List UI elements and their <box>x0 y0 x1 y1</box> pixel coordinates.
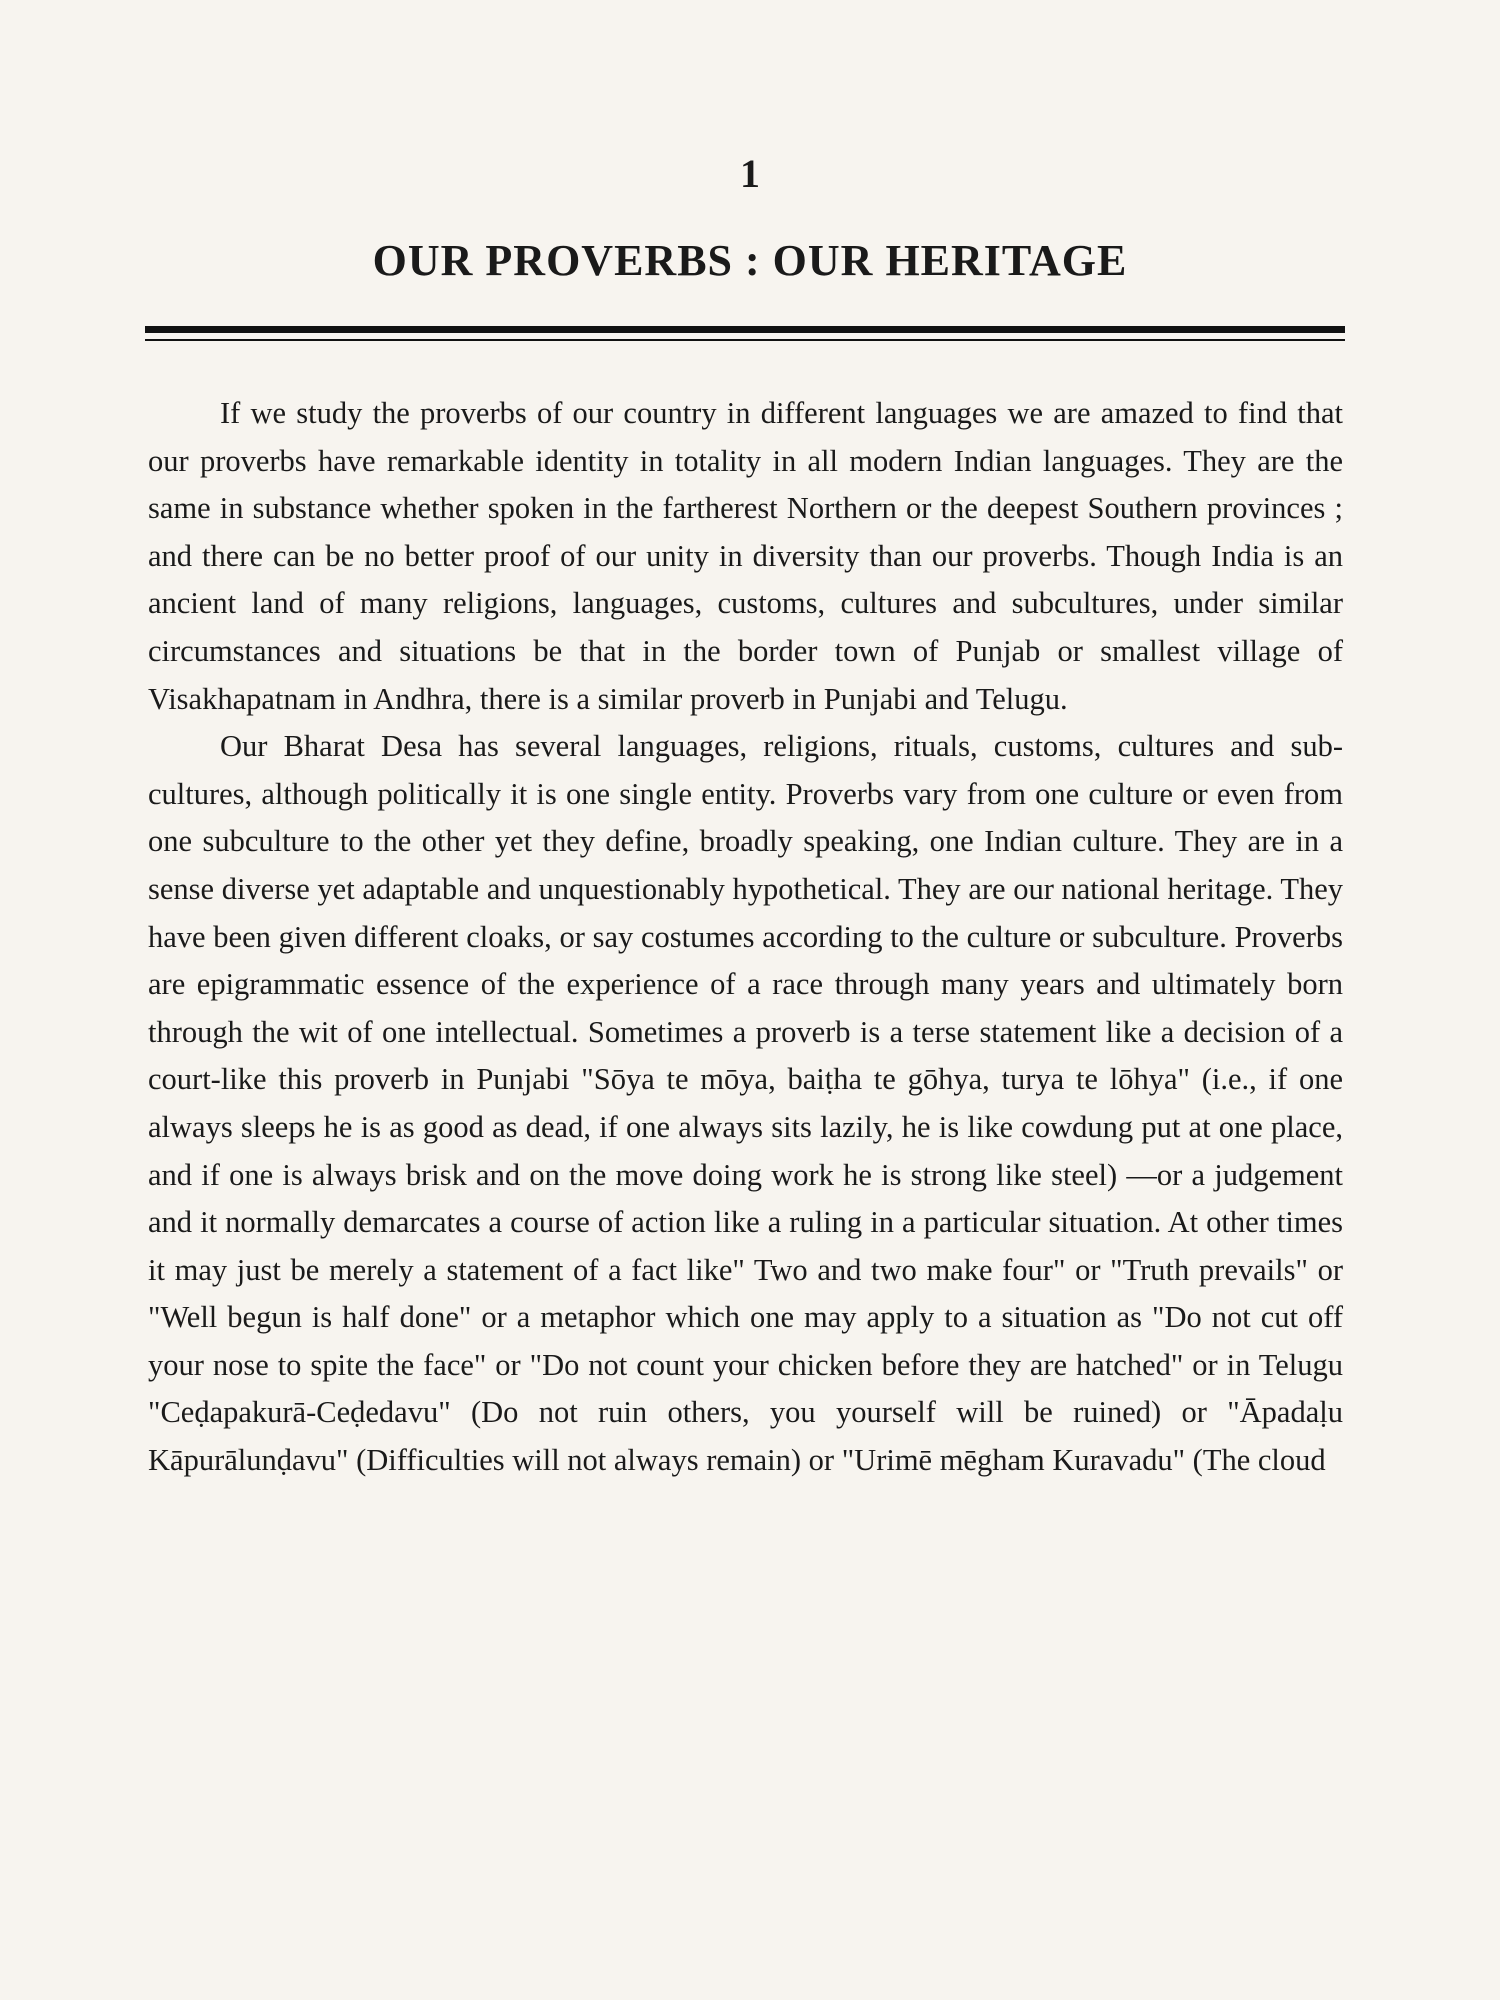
chapter-title: OUR PROVERBS : OUR HERITAGE <box>372 236 1128 285</box>
title-divider-thick <box>145 326 1345 333</box>
paragraph-2: Our Bharat Desa has several languages, religions, rituals, customs, cultures and sub-cultures, although politically it is one single entity. Proverbs vary from one culture or even from one subculture to the other yet they define, broadly speaking, one Indian culture. They are in a sense diverse yet adaptable and unquestionably hypothetical. They are our national heritage. They have been given different cloaks, or say costumes according to the culture or subculture. Proverbs are epigrammatic essence of the experience of a race through many years and ultimately born through the wit of one intellectual. Sometimes a proverb is a terse statement like a decision of a court-like this proverb in Punjabi "Sōya te mōya, baiṭha te gōhya, turya te lōhya" (i.e., if one always sleeps he is as good as dead, if one always sits lazily, he is like cowdung put at one place, and if one is always brisk and on the move doing work he is strong like steel) —or a judgement and it normally demarcates a course of action like a ruling in a particular situation. At other times it may just be merely a statement of a fact like" Two and two make four" or "Truth prevails" or "Well begun is half done" or a metaphor which one may apply to a situation as "Do not cut off your nose to spite the face" or "Do not count your chicken before they are hatched" or in Telugu "Ceḍapakurā-Ceḍedavu" (Do not ruin others, you yourself will be ruined) or "Āpadaḷu Kāpurālunḍavu" (Difficulties will not always remain) or "Urimē mēgham Kuravadu" (The cloud <box>148 729 1343 1478</box>
paragraph-1: If we study the proverbs of our country in different languages we are amazed to find that our proverbs have remarkable identity in totality in all modern Indian languages. They are the same in substance whether spoken in the fartherest Northern or the deepest Southern provinces ; and there can be no better proof of our unity in diversity than our proverbs. Though India is an ancient land of many religions, languages, customs, cultures and subcultures, under similar circumstances and situations be that in the border town of Punjab or smallest village of Visakhapatnam in Andhra, there is a similar proverb in Punjabi and Telugu. <box>148 396 1343 716</box>
chapter-number: 1 <box>740 151 760 196</box>
title-divider-thin <box>145 339 1345 341</box>
chapter-body <box>148 390 1343 1485</box>
